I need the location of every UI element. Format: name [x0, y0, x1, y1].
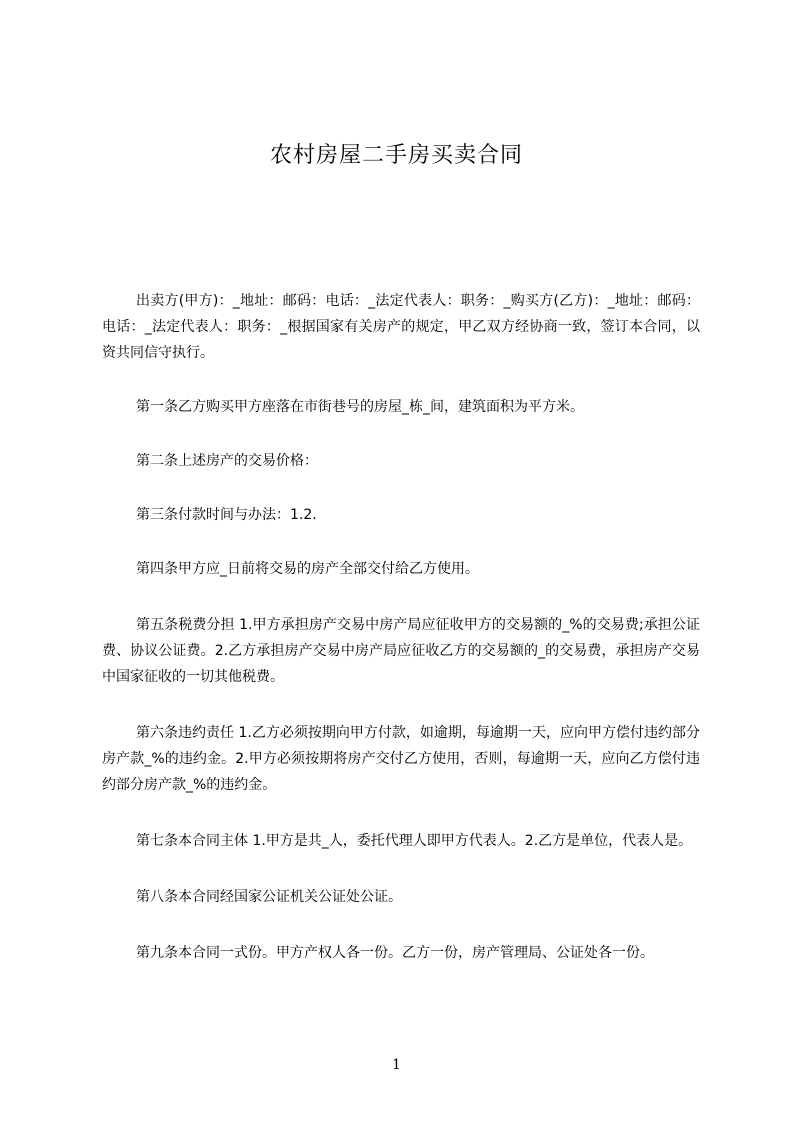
paragraph-article-3: 第三条付款时间与办法：1.2. — [136, 507, 317, 523]
paragraph-article-1: 第一条乙方购买甲方座落在市街巷号的房屋_栋_间，建筑面积为平方米。 — [136, 399, 584, 415]
paragraph-article-9: 第九条本合同一式份。甲方产权人各一份。乙方一份，房产管理局、公证处各一份。 — [136, 945, 654, 961]
paragraph-article-5: 第五条税费分担 1.甲方承担房产交易中房产局应征收甲方的交易额的_%的交易费;承担公证费、协议公证费。2.乙方承担房产交易中房产局应征收乙方的交易额的_的交易费，承担房产交易中国家征收的一切其他税费。 — [102, 617, 700, 685]
document-body — [102, 288, 700, 966]
document-title: 农村房屋二手房买卖合同 — [269, 143, 523, 168]
paragraph-article-2: 第二条上述房产的交易价格： — [136, 453, 318, 469]
paragraph-article-8: 第八条本合同经国家公证机关公证处公证。 — [136, 889, 402, 905]
paragraph-article-6: 第六条违约责任 1.乙方必须按期向甲方付款，如逾期，每逾期一天，应向甲方偿付违约部分房产款_%的违约金。2.甲方必须按期将房产交付乙方使用，否则，每逾期一天，应向乙方偿付违约部分房产款_%的违约金。 — [102, 725, 700, 793]
paragraph-parties: 出卖方(甲方)：_地址：邮码：电话：_法定代表人：职务：_购买方(乙方)：_地址：邮码：电话：_法定代表人：职务：_根据国家有关房产的规定，甲乙双方经协商一致，签订本合同，以资共同信守执行。 — [102, 293, 700, 361]
paragraph-article-7: 第七条本合同主体 1.甲方是共_人，委托代理人即甲方代表人。2.乙方是单位，代表人是。 — [136, 833, 693, 849]
paragraph-article-4: 第四条甲方应_日前将交易的房产全部交付给乙方使用。 — [136, 561, 479, 577]
page-number: 1 — [392, 1057, 401, 1073]
